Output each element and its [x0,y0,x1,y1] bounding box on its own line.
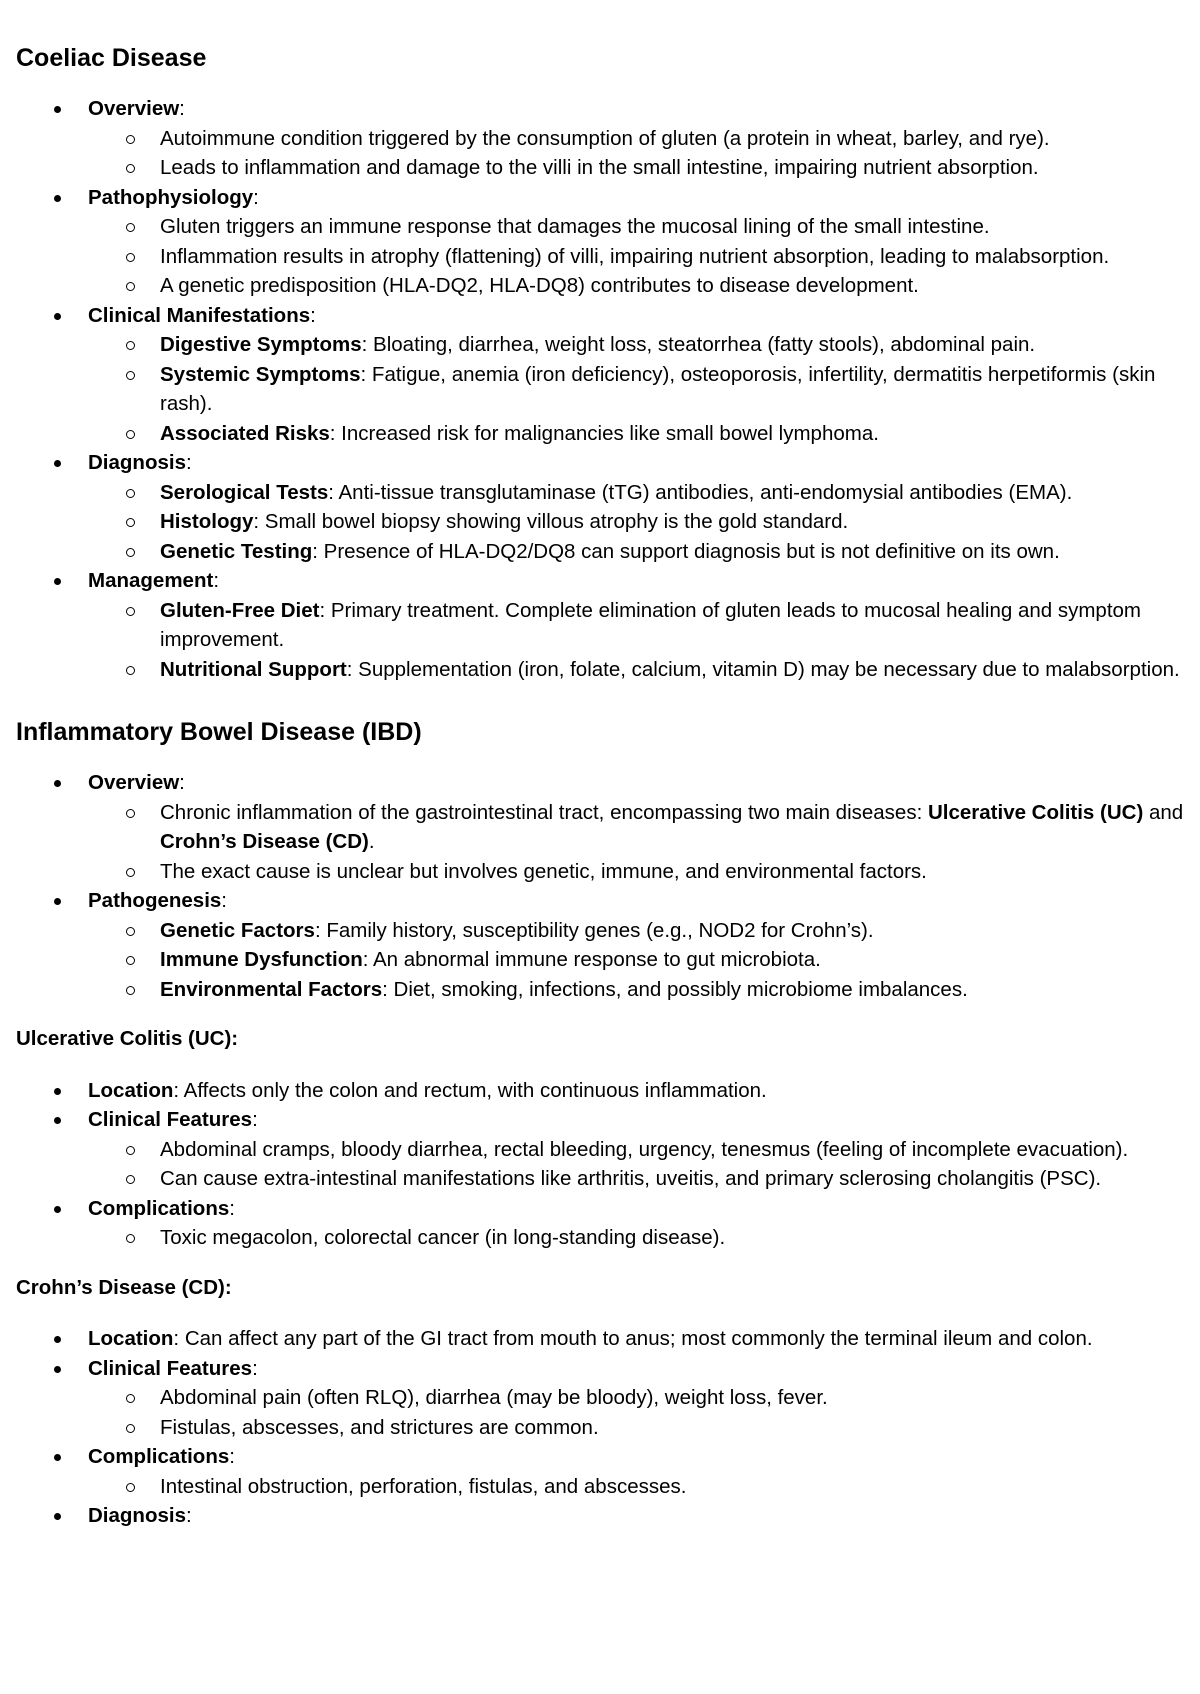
list-item: Abdominal pain (often RLQ), diarrhea (may be bloody), weight loss, fever. [160,1383,1184,1413]
coeliac-list [16,94,1184,684]
list-item: Gluten-Free Diet: Primary treatment. Complete elimination of gluten leads to mucosal healing and symptom improvement. [160,596,1184,655]
list-item: Histology: Small bowel biopsy showing villous atrophy is the gold standard. [160,507,1184,537]
list-item: Inflammation results in atrophy (flattening) of villi, impairing nutrient absorption, leading to malabsorption. [160,242,1184,272]
list-item: Clinical Features: Abdominal pain (often RLQ), diarrhea (may be bloody), weight loss, fever. Fistulas, abscesses, and strictures are common. [88,1354,1184,1443]
item-label: Pathogenesis [88,889,222,912]
list-item: A genetic predisposition (HLA-DQ2, HLA-DQ8) contributes to disease development. [160,271,1184,301]
list-item: Clinical Features: Abdominal cramps, bloody diarrhea, rectal bleeding, urgency, tenesmus (feeling of incomplete evacuation). Can cause extra-intestinal manifestations like arthritis, uveitis, and primary sclerosing cholangitis (PSC). [88,1105,1184,1194]
list-item: Genetic Testing: Presence of HLA-DQ2/DQ8 can support diagnosis but is not definitive on its own. [160,537,1184,567]
list-item: Nutritional Support: Supplementation (iron, folate, calcium, vitamin D) may be necessary due to malabsorption. [160,655,1184,685]
uc-list [16,1076,1184,1253]
list-item: Overview: Autoimmune condition triggered by the consumption of gluten (a protein in wheat, barley, and rye). Leads to inflammation and damage to the villi in the small intestine, impairing nutrient absorption. [88,94,1184,183]
subsection-title-uc: Ulcerative Colitis (UC): [16,1027,239,1050]
list-item: Abdominal cramps, bloody diarrhea, rectal bleeding, urgency, tenesmus (feeling of incomplete evacuation). [160,1135,1184,1165]
cd-list [16,1324,1184,1531]
item-label: Clinical Manifestations [88,303,311,327]
item-label: Diagnosis [88,451,186,474]
list-item: Overview: Chronic inflammation of the gastrointestinal tract, encompassing two main diseases: Ulcerative Colitis (UC) and Crohn’s Disease (CD). The exact cause is unclear but involves genetic, immune, and environmental factors. [88,768,1184,886]
list-item: Associated Risks: Increased risk for malignancies like small bowel lymphoma. [160,419,1184,449]
section-title-coeliac: Coeliac Disease [16,44,207,72]
list-item: Toxic megacolon, colorectal cancer (in long-standing disease). [160,1223,1184,1253]
list-item: The exact cause is unclear but involves genetic, immune, and environmental factors. [160,857,1184,887]
list-item: Location: Can affect any part of the GI tract from mouth to anus; most commonly the terminal ileum and colon. [88,1324,1184,1354]
list-item: Gluten triggers an immune response that damages the mucosal lining of the small intestine. [160,212,1184,242]
list-item: Management: Gluten-Free Diet: Primary treatment. Complete elimination of gluten leads to mucosal healing and symptom improvement. Nutritional Support: Supplementation (iron, folate, calcium, vitamin D) may be necessary due to malabsorption. [88,566,1184,684]
list-item: Autoimmune condition triggered by the consumption of gluten (a protein in wheat, barley, and rye). [160,124,1184,154]
list-item: Complications: Intestinal obstruction, perforation, fistulas, and abscesses. [88,1442,1184,1501]
item-label: Clinical Features [88,1356,253,1380]
item-label: Pathophysiology [88,185,254,209]
item-label: Overview [88,771,180,794]
list-item: Environmental Factors: Diet, smoking, infections, and possibly microbiome imbalances. [160,975,1184,1005]
list-item: Chronic inflammation of the gastrointestinal tract, encompassing two main diseases: Ulcerative Colitis (UC) and Crohn’s Disease (CD). [160,798,1184,857]
subsection-title-cd: Crohn’s Disease (CD): [16,1275,232,1299]
list-item: Location: Affects only the colon and rectum, with continuous inflammation. [88,1076,1184,1106]
list-item: Clinical Manifestations: Digestive Symptoms: Bloating, diarrhea, weight loss, steatorrhea (fatty stools), abdominal pain. Systemic Symptoms: Fatigue, anemia (iron deficiency), osteoporosis, infertility, dermatitis herpetiformis (skin rash). Associated Risks: Increased risk for malignancies like small bowel lymphoma. [88,301,1184,449]
list-item: Genetic Factors: Family history, susceptibility genes (e.g., NOD2 for Crohn’s). [160,916,1184,946]
list-item: Diagnosis: [88,1501,1184,1531]
list-item: Serological Tests: Anti-tissue transglutaminase (tTG) antibodies, anti-endomysial antibodies (EMA). [160,478,1184,508]
list-item: Systemic Symptoms: Fatigue, anemia (iron deficiency), osteoporosis, infertility, dermatitis herpetiformis (skin rash). [160,360,1184,419]
list-item: Diagnosis: Serological Tests: Anti-tissue transglutaminase (tTG) antibodies, anti-endomysial antibodies (EMA). Histology: Small bowel biopsy showing villous atrophy is the gold standard. Genetic Testing: Presence of HLA-DQ2/DQ8 can support diagnosis but is not definitive on its own. [88,448,1184,566]
section-title-ibd: Inflammatory Bowel Disease (IBD) [16,718,422,746]
list-item: Pathophysiology: Gluten triggers an immune response that damages the mucosal lining of the small intestine. Inflammation results in atrophy (flattening) of villi, impairing nutrient absorption, leading to malabsorption. A genetic predisposition (HLA-DQ2, HLA-DQ8) contributes to disease development. [88,183,1184,301]
list-item: Can cause extra-intestinal manifestations like arthritis, uveitis, and primary sclerosing cholangitis (PSC). [160,1164,1184,1194]
ibd-list [16,768,1184,1004]
list-item: Digestive Symptoms: Bloating, diarrhea, weight loss, steatorrhea (fatty stools), abdominal pain. [160,330,1184,360]
item-label: Complications [88,1196,230,1220]
list-item: Complications: Toxic megacolon, colorectal cancer (in long-standing disease). [88,1194,1184,1253]
list-item: Immune Dysfunction: An abnormal immune response to gut microbiota. [160,945,1184,975]
list-item: Fistulas, abscesses, and strictures are common. [160,1413,1184,1443]
item-label: Clinical Features [88,1108,253,1131]
item-label: Overview [88,97,180,120]
list-item: Leads to inflammation and damage to the villi in the small intestine, impairing nutrient absorption. [160,153,1184,183]
item-label: Management [88,569,214,592]
list-item: Pathogenesis: Genetic Factors: Family history, susceptibility genes (e.g., NOD2 for Crohn’s). Immune Dysfunction: An abnormal immune response to gut microbiota. Environmental Factors: Diet, smoking, infections, and possibly microbiome imbalances. [88,886,1184,1004]
list-item: Intestinal obstruction, perforation, fistulas, and abscesses. [160,1472,1184,1502]
item-label: Complications [88,1445,230,1468]
